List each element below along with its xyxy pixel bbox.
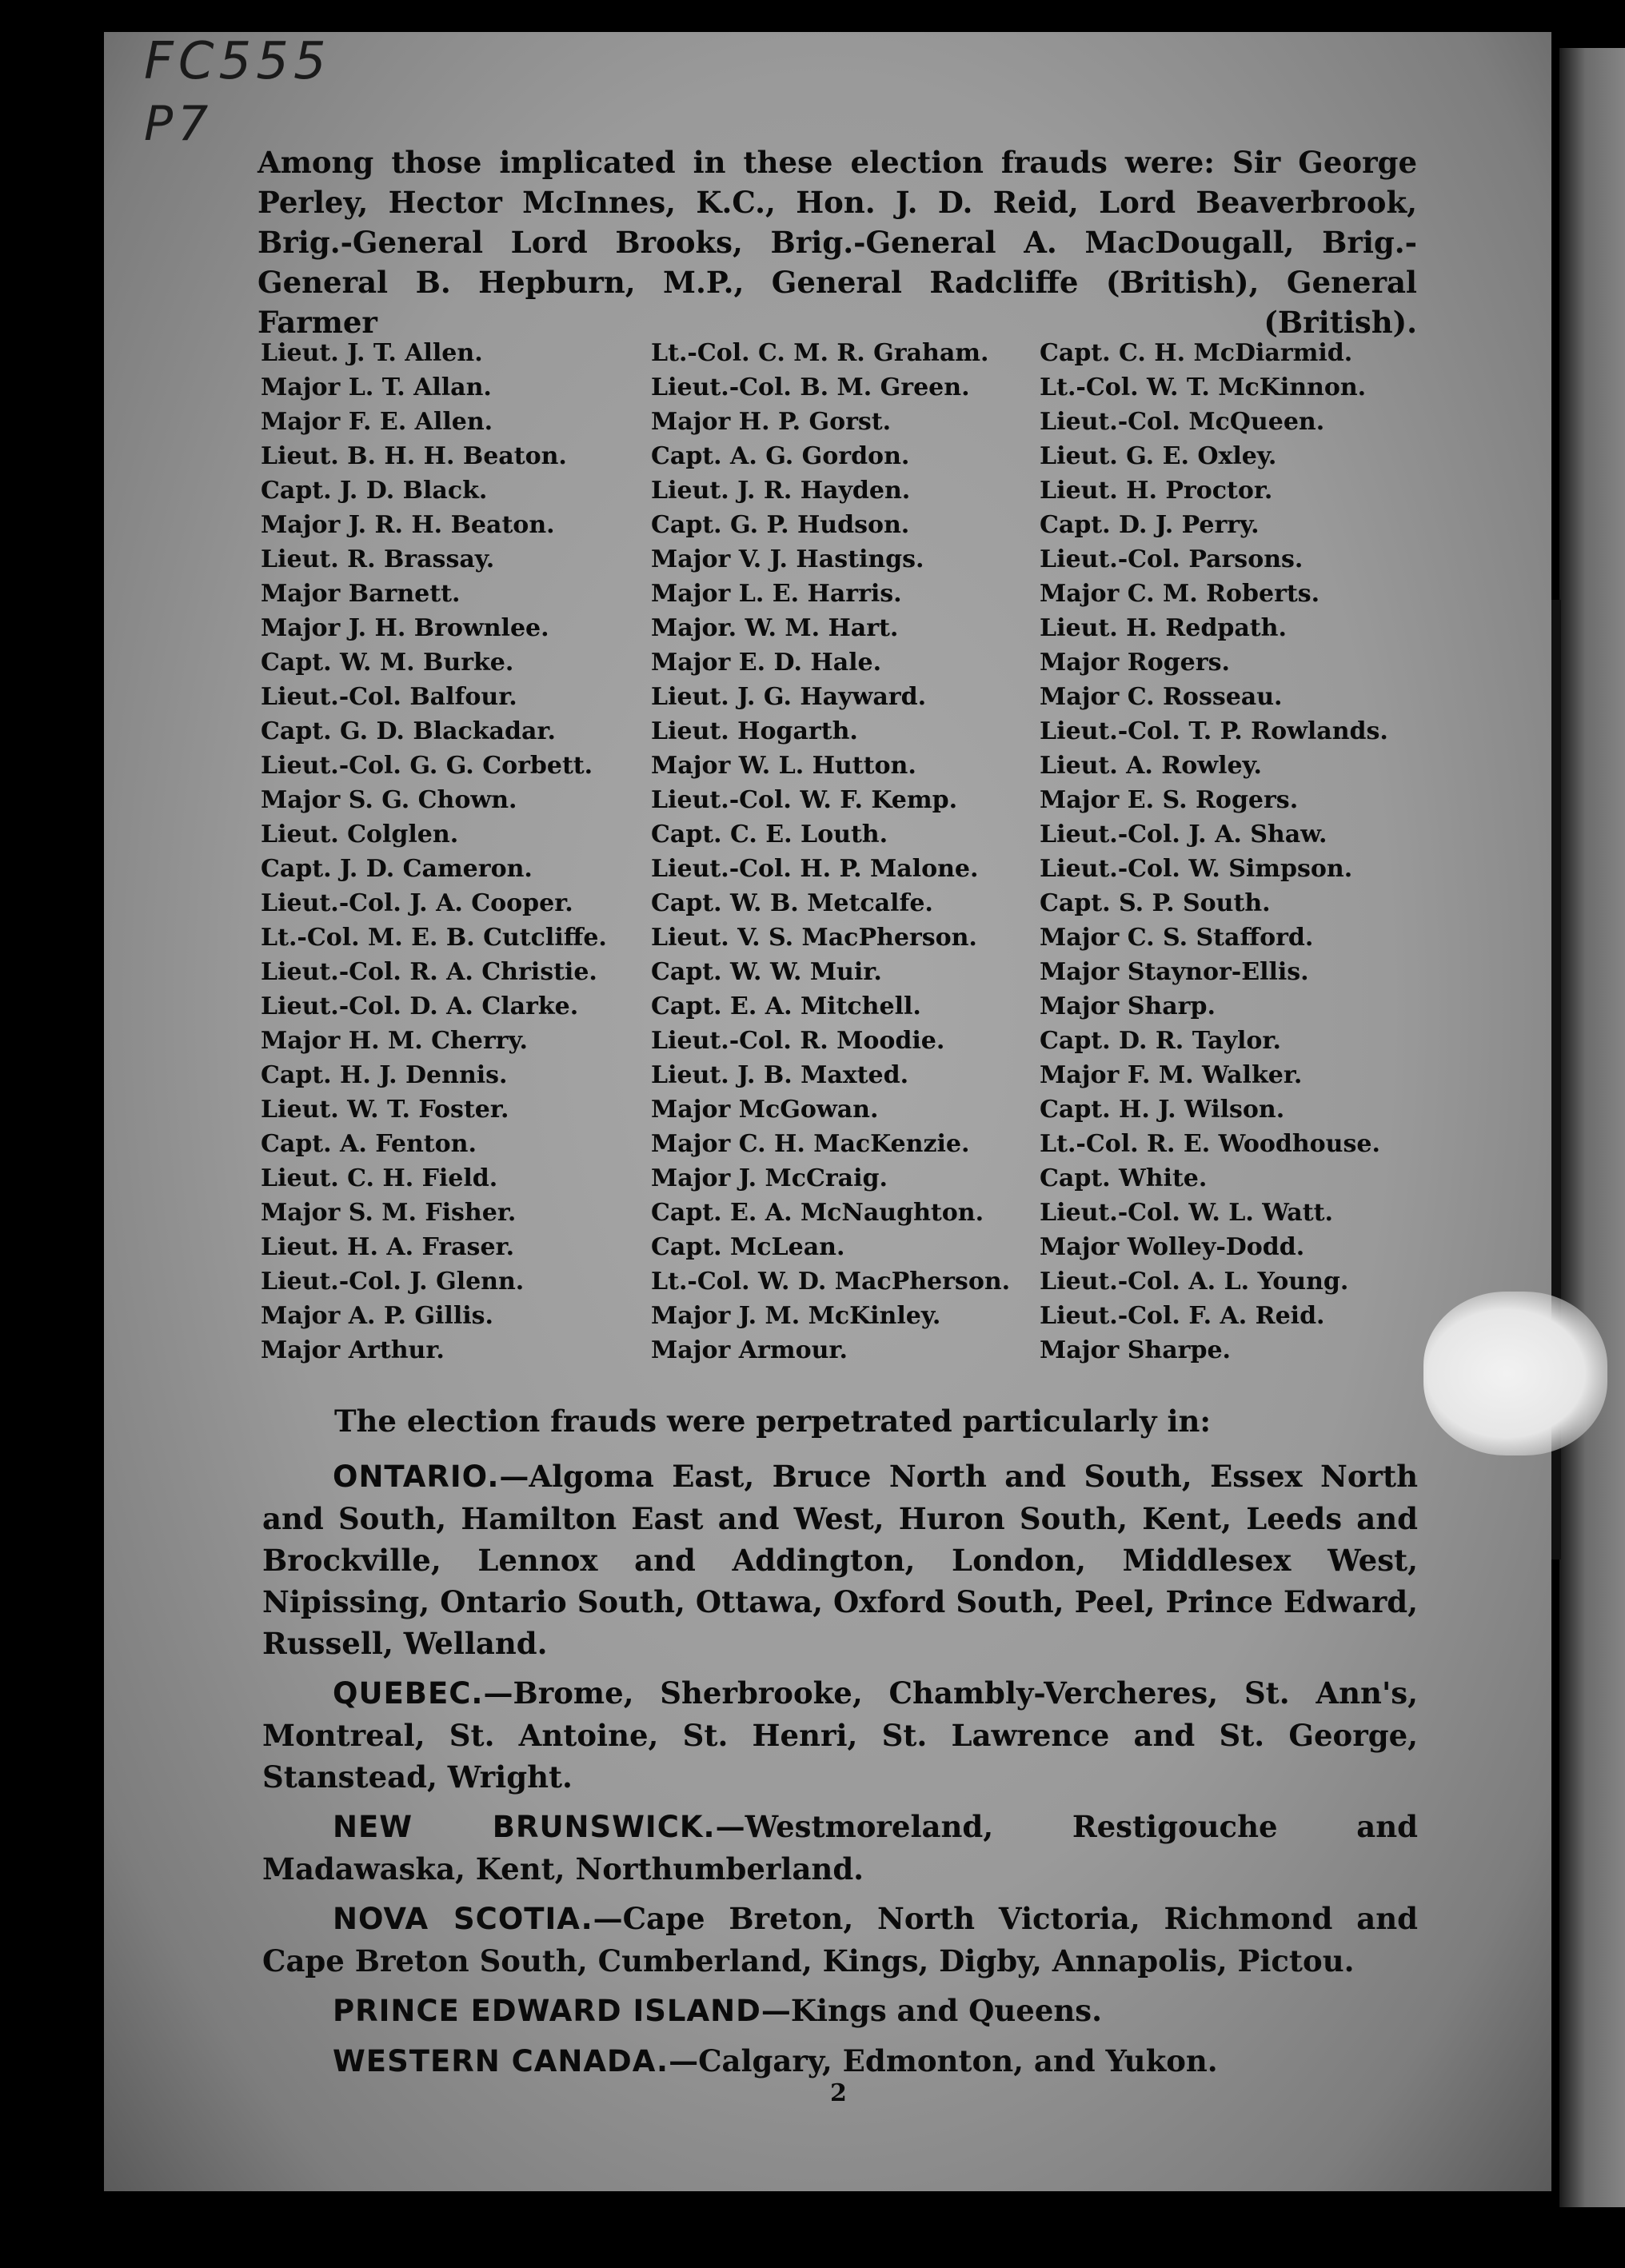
- name-entry: Lt.-Col. M. E. B. Cutcliffe.: [261, 924, 607, 952]
- name-entry: Capt. W. W. Muir.: [651, 958, 882, 986]
- name-entry: Major S. G. Chown.: [261, 786, 517, 814]
- name-entry: Major C. Rosseau.: [1040, 683, 1283, 711]
- names-column-1: [261, 336, 607, 1368]
- name-entry: Major J. R. H. Beaton.: [261, 511, 555, 539]
- name-entry: Major J. H. Brownlee.: [261, 614, 549, 642]
- name-entry: Major. W. M. Hart.: [651, 614, 899, 642]
- name-entry: Lieut.-Col. R. Moodie.: [651, 1027, 945, 1055]
- name-entry: Major H. P. Gorst.: [651, 408, 892, 436]
- names-column-2: [651, 336, 1010, 1368]
- name-entry: Major S. M. Fisher.: [261, 1199, 517, 1227]
- name-entry: Lieut. H. A. Fraser.: [261, 1233, 515, 1261]
- handwritten-reference: FC555: [144, 32, 331, 91]
- page-number: 2: [830, 2079, 847, 2107]
- name-entry: Lieut.-Col. McQueen.: [1040, 408, 1325, 436]
- scan-margin: [1559, 48, 1625, 2207]
- region-text: —Cape Breton, North Victoria, Richmond and Cape Breton South, Cumberland, Kings, Digby, Annapolis, Pictou.: [262, 1901, 1418, 1979]
- name-entry: Major Sharp.: [1040, 992, 1216, 1020]
- name-entry: Capt. A. Fenton.: [261, 1130, 477, 1158]
- name-entry: Lieut.-Col. W. F. Kemp.: [651, 786, 958, 814]
- name-entry: Lieut.-Col. W. L. Watt.: [1040, 1199, 1333, 1227]
- name-entry: Lieut.-Col. F. A. Reid.: [1040, 1302, 1325, 1330]
- name-entry: Lieut.-Col. W. Simpson.: [1040, 855, 1353, 883]
- name-entry: Capt. J. D. Cameron.: [261, 855, 533, 883]
- name-entry: Capt. C. E. Louth.: [651, 821, 888, 849]
- name-entry: Major Arthur.: [261, 1336, 445, 1364]
- name-entry: Major F. M. Walker.: [1040, 1061, 1303, 1089]
- name-entry: Lieut. V. S. MacPherson.: [651, 924, 977, 952]
- name-entry: Major F. E. Allen.: [261, 408, 493, 436]
- name-entry: Lieut.-Col. J. A. Shaw.: [1040, 821, 1328, 849]
- name-entry: Lieut. B. H. H. Beaton.: [261, 442, 567, 470]
- region-name: NEW BRUNSWICK.: [333, 1810, 716, 1844]
- name-entry: Major E. S. Rogers.: [1040, 786, 1299, 814]
- name-entry: Lieut. J. R. Hayden.: [651, 477, 911, 505]
- region-paragraph: [262, 1990, 1418, 2032]
- name-entry: Lieut.-Col. A. L. Young.: [1040, 1268, 1349, 1296]
- regions-list: [262, 1455, 1418, 2090]
- name-entry: Major J. McCraig.: [651, 1164, 888, 1192]
- name-entry: Lieut.-Col. Parsons.: [1040, 545, 1304, 573]
- name-entry: Lieut.-Col. G. G. Corbett.: [261, 752, 593, 780]
- name-entry: Lieut.-Col. J. Glenn.: [261, 1268, 525, 1296]
- name-entry: Capt. D. R. Taylor.: [1040, 1027, 1281, 1055]
- name-entry: Capt. W. M. Burke.: [261, 649, 514, 677]
- name-entry: Major H. M. Cherry.: [261, 1027, 528, 1055]
- name-entry: Capt. E. A. Mitchell.: [651, 992, 921, 1020]
- name-entry: Lieut. W. T. Foster.: [261, 1096, 509, 1124]
- region-text: —Calgary, Edmonton, and Yukon.: [669, 2043, 1218, 2078]
- region-name: QUEBEC.: [333, 1676, 484, 1711]
- name-entry: Lieut.-Col. B. M. Green.: [651, 373, 970, 401]
- region-name: ONTARIO.: [333, 1459, 500, 1494]
- intro-paragraph: Among those implicated in these election frauds were: Sir George Perley, Hector McInnes, K.C., Hon. J. D. Reid, Lord Beaverbrook, Brig.-General Lord Brooks, Brig.-General A. MacDougall, Brig.-General B. Hepburn, M.P., General Radcliffe (British), General Farmer (British).: [258, 145, 1417, 340]
- name-entry: Major Wolley-Dodd.: [1040, 1233, 1305, 1261]
- name-entry: Major L. E. Harris.: [651, 580, 902, 608]
- name-entry: Capt. McLean.: [651, 1233, 845, 1261]
- name-entry: Major A. P. Gillis.: [261, 1302, 493, 1330]
- name-entry: Capt. D. J. Perry.: [1040, 511, 1260, 539]
- name-entry: Lieut. H. Redpath.: [1040, 614, 1287, 642]
- name-entry: Lieut.-Col. T. P. Rowlands.: [1040, 717, 1388, 745]
- names-column-3: [1040, 336, 1388, 1368]
- name-entry: Capt. J. D. Black.: [261, 477, 488, 505]
- name-entry: Major J. M. McKinley.: [651, 1302, 941, 1330]
- name-entry: Lieut. J. G. Hayward.: [651, 683, 927, 711]
- region-paragraph: [262, 1898, 1418, 1982]
- scan-blemish: [1423, 1292, 1607, 1455]
- region-text: —Algoma East, Bruce North and South, Essex North and South, Hamilton East and West, Huron South, Kent, Leeds and Brockville, Lennox and Addington, London, Middlesex West, Nipissing, Ontario South, Ottawa, Oxford South, Peel, Prince Edward, Russell, Welland.: [262, 1459, 1418, 1661]
- name-entry: Lieut.-Col. H. P. Malone.: [651, 855, 979, 883]
- name-entry: Lieut. A. Rowley.: [1040, 752, 1262, 780]
- name-entry: Major Armour.: [651, 1336, 848, 1364]
- name-entry: Lieut. H. Proctor.: [1040, 477, 1273, 505]
- name-entry: Lieut.-Col. Balfour.: [261, 683, 517, 711]
- name-entry: Lieut. R. Brassay.: [261, 545, 495, 573]
- name-entry: Lieut. G. E. Oxley.: [1040, 442, 1277, 470]
- name-entry: Lieut.-Col. R. A. Christie.: [261, 958, 597, 986]
- region-paragraph: [262, 1672, 1418, 1798]
- name-entry: Capt. H. J. Dennis.: [261, 1061, 508, 1089]
- name-entry: Major C. M. Roberts.: [1040, 580, 1320, 608]
- name-entry: Capt. E. A. McNaughton.: [651, 1199, 984, 1227]
- name-entry: Lieut. Hogarth.: [651, 717, 858, 745]
- name-entry: Lieut. J. T. Allen.: [261, 339, 483, 367]
- name-entry: Lt.-Col. W. T. McKinnon.: [1040, 373, 1367, 401]
- name-entry: Lieut. Colglen.: [261, 821, 459, 849]
- name-entry: Capt. W. B. Metcalfe.: [651, 889, 933, 917]
- name-entry: Lieut. C. H. Field.: [261, 1164, 498, 1192]
- region-text: —Kings and Queens.: [761, 1993, 1102, 2028]
- name-entry: Capt. A. G. Gordon.: [651, 442, 910, 470]
- name-entry: Capt. C. H. McDiarmid.: [1040, 339, 1353, 367]
- name-entry: Capt. S. P. South.: [1040, 889, 1271, 917]
- region-name: WESTERN CANADA.: [333, 2044, 669, 2078]
- regions-lead: The election frauds were perpetrated particularly in:: [334, 1404, 1212, 1439]
- name-entry: Major C. H. MacKenzie.: [651, 1130, 970, 1158]
- name-entry: Capt. G. P. Hudson.: [651, 511, 910, 539]
- name-entry: Capt. White.: [1040, 1164, 1208, 1192]
- region-paragraph: [262, 1806, 1418, 1890]
- name-entry: Major Sharpe.: [1040, 1336, 1231, 1364]
- name-entry: Capt. G. D. Blackadar.: [261, 717, 556, 745]
- region-paragraph: [262, 1455, 1418, 1664]
- name-entry: Major Barnett.: [261, 580, 461, 608]
- region-name: NOVA SCOTIA.: [333, 1902, 593, 1936]
- name-entry: Major Staynor-Ellis.: [1040, 958, 1309, 986]
- region-text: —Brome, Sherbrooke, Chambly-Vercheres, St. Ann's, Montreal, St. Antoine, St. Henri, St. Lawrence and St. George, Stanstead, Wright.: [262, 1675, 1418, 1795]
- name-entry: Capt. H. J. Wilson.: [1040, 1096, 1285, 1124]
- region-name: PRINCE EDWARD ISLAND: [333, 1994, 761, 2028]
- region-text: —Westmoreland, Restigouche and Madawaska, Kent, Northumberland.: [262, 1809, 1418, 1887]
- name-entry: Major McGowan.: [651, 1096, 879, 1124]
- name-entry: Major C. S. Stafford.: [1040, 924, 1314, 952]
- name-entry: Major E. D. Hale.: [651, 649, 882, 677]
- region-paragraph: [262, 2040, 1418, 2082]
- name-entry: Lieut.-Col. J. A. Cooper.: [261, 889, 573, 917]
- name-entry: Lt.-Col. W. D. MacPherson.: [651, 1268, 1011, 1296]
- name-entry: Major V. J. Hastings.: [651, 545, 924, 573]
- name-entry: Major W. L. Hutton.: [651, 752, 916, 780]
- name-entry: Lieut. J. B. Maxted.: [651, 1061, 909, 1089]
- name-entry: Major L. T. Allan.: [261, 373, 492, 401]
- handwritten-page-mark: P7: [144, 96, 214, 152]
- name-entry: Lieut.-Col. D. A. Clarke.: [261, 992, 579, 1020]
- name-entry: Major Rogers.: [1040, 649, 1230, 677]
- name-entry: Lt.-Col. R. E. Woodhouse.: [1040, 1130, 1380, 1158]
- name-entry: Lt.-Col. C. M. R. Graham.: [651, 339, 989, 367]
